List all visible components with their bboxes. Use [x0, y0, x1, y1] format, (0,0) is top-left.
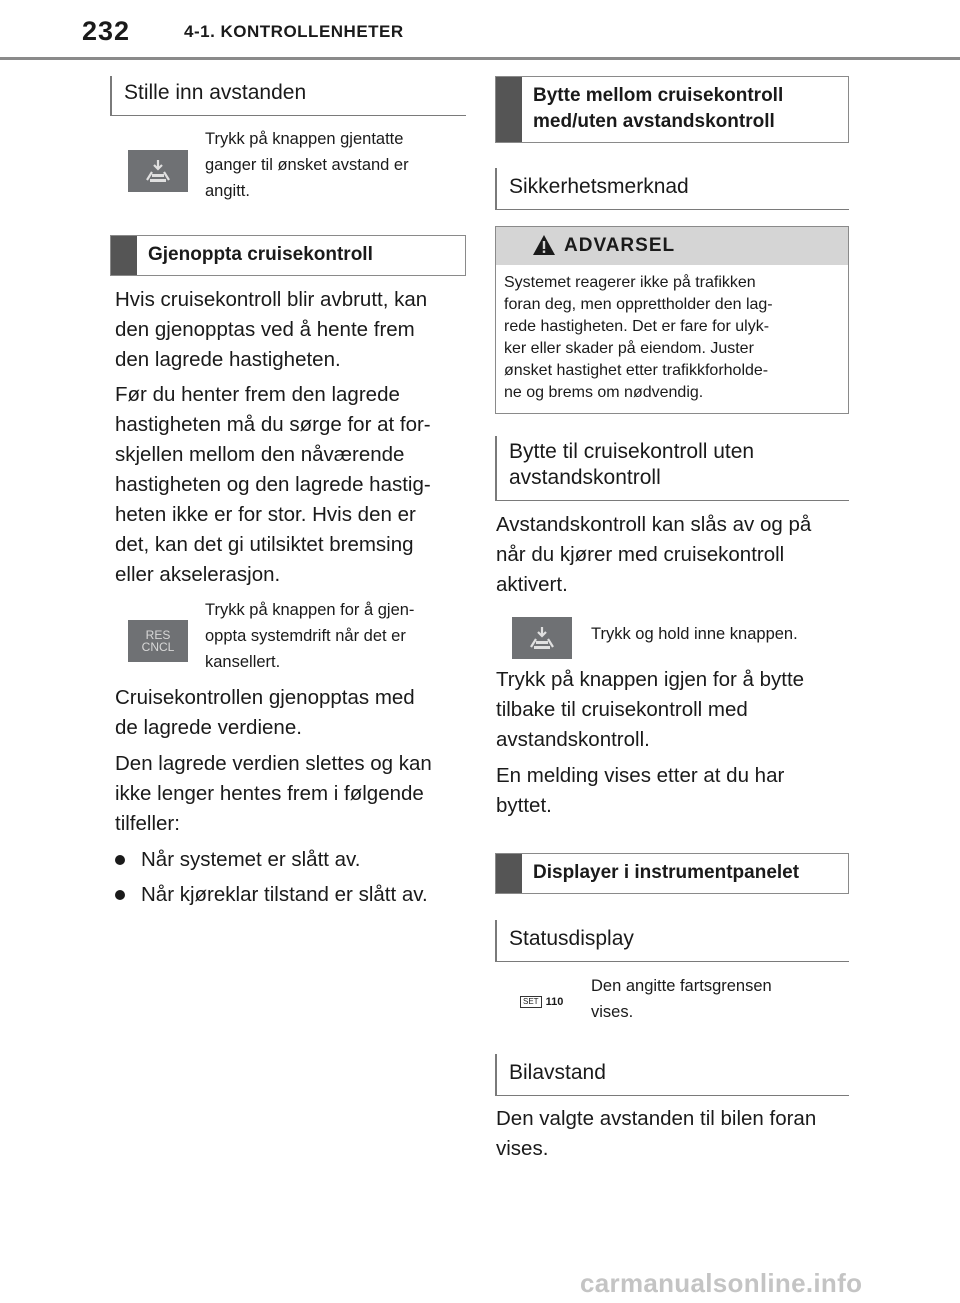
text-line: Avstandskontroll kan slås av og på [496, 513, 812, 536]
switch-para-2 [496, 665, 850, 755]
res-instruction [205, 597, 465, 675]
text-line: det, kan det gi utilsiktet bremsing [115, 533, 414, 556]
distance-para [496, 1104, 850, 1164]
list-item [115, 845, 465, 875]
resume-para-2 [115, 380, 465, 590]
text-line: Cruisekontrollen gjenopptas med [115, 686, 415, 709]
text-line: En melding vises etter at du har [496, 764, 785, 787]
text-line: Den valgte avstanden til bilen foran [496, 1107, 817, 1130]
set-instruction [591, 973, 851, 1025]
set-label: SET [520, 996, 542, 1008]
distance-button-icon [512, 617, 572, 659]
cncl-label: CNCL [141, 640, 175, 654]
heading-switch-without [495, 436, 849, 501]
heading-bar [496, 77, 522, 142]
bullet-text: Når kjøreklar tilstand er slått av. [141, 883, 428, 906]
resume-para-3 [115, 683, 465, 743]
text-line: Den angitte fartsgrensen [591, 977, 772, 995]
heading-safety-text: Sikkerhetsmerknad [509, 175, 689, 198]
text-line: Trykk på knappen igjen for å bytte [496, 668, 805, 691]
text-line: heten ikke er for stor. Hvis den er [115, 503, 416, 526]
text-line: aktivert. [496, 573, 568, 596]
resume-para-1 [115, 285, 465, 375]
heading-displays-text: Displayer i instrumentpanelet [533, 862, 800, 883]
text-line: Trykk på knappen for å gjen- [205, 601, 415, 619]
text-line: ganger til ønsket avstand er [205, 156, 409, 174]
text-line: hastigheten må du sørge for at for- [115, 413, 431, 436]
text-line: ikke lenger hentes frem i følgende [115, 782, 424, 805]
text-line: foran deg, men opprettholder den lag- [504, 296, 773, 313]
text-line: rede hastigheten. Det er fare for ulyk- [504, 318, 770, 335]
text-line: avstandskontroll [509, 466, 661, 489]
text-line: den gjenopptas ved å hente frem [115, 318, 415, 341]
warning-text [504, 272, 844, 404]
heading-status-display [495, 920, 849, 962]
bullet-dot [115, 855, 125, 865]
resume-para-4 [115, 749, 465, 839]
res-cncl-button-icon [128, 620, 188, 662]
bullet-dot [115, 890, 125, 900]
text-line: skjellen mellom den nåværende [115, 443, 405, 466]
text-line: tilfeller: [115, 812, 180, 835]
heading-resume-cruise [110, 235, 466, 276]
warning-header [496, 227, 848, 265]
heading-status-text: Statusdisplay [509, 927, 634, 950]
watermark: carmanualsonline.info [580, 1268, 863, 1298]
text-line: ker eller skader på eiendom. Juster [504, 340, 754, 357]
header-rule [0, 57, 960, 60]
distance-instruction [205, 126, 465, 204]
text-line: ne og brems om nødvendig. [504, 384, 704, 401]
warning-box [495, 226, 849, 414]
heading-switch-text [533, 83, 783, 135]
text-line: hastigheten og den lagrede hastig- [115, 473, 431, 496]
heading-bar [496, 854, 522, 893]
text-line: Systemet reagerer ikke på trafikken [504, 274, 756, 291]
text-line: oppta systemdrift når det er [205, 627, 406, 645]
res-label: RES [145, 628, 171, 642]
hold-instruction: Trykk og hold inne knappen. [591, 625, 798, 643]
set-value: 110 [545, 996, 564, 1008]
text-line: avstandskontroll. [496, 728, 650, 751]
warning-icon [532, 234, 556, 256]
text-line: Den lagrede verdien slettes og kan [115, 752, 432, 775]
warning-title: ADVARSEL [564, 235, 676, 256]
list-item [115, 880, 465, 910]
heading-switch-cruise [495, 76, 849, 143]
text-line: med/uten avstandskontroll [533, 111, 775, 132]
text-line: Bytte til cruisekontroll uten [509, 440, 755, 463]
text-line: eller akselerasjon. [115, 563, 281, 586]
heading-resume-text: Gjenoppta cruisekontroll [148, 244, 373, 265]
heading-bar [111, 236, 137, 275]
text-line: de lagrede verdiene. [115, 716, 302, 739]
chapter-title: 4-1. KONTROLLENHETER [184, 22, 404, 41]
text-line: den lagrede hastigheten. [115, 348, 341, 371]
text-line: kansellert. [205, 653, 281, 671]
heading-set-distance [110, 76, 466, 116]
page-header [0, 0, 960, 66]
switch-para-1 [496, 510, 850, 600]
distance-button-icon [128, 150, 188, 192]
page-number: 232 [82, 16, 131, 46]
bullet-text: Når systemet er slått av. [141, 848, 361, 871]
text-line: Før du henter frem den lagrede [115, 383, 400, 406]
heading-car-distance-text: Bilavstand [509, 1061, 606, 1084]
text-line: tilbake til cruisekontroll med [496, 698, 748, 721]
text-line: Hvis cruisekontroll blir avbrutt, kan [115, 288, 428, 311]
text-line: når du kjører med cruisekontroll [496, 543, 785, 566]
text-line: vises. [591, 1003, 634, 1021]
text-line: byttet. [496, 794, 552, 817]
text-line: vises. [496, 1137, 549, 1160]
heading-set-distance-text: Stille inn avstanden [124, 81, 307, 104]
text-line: Bytte mellom cruisekontroll [533, 85, 784, 106]
set-speed-display [520, 996, 563, 1008]
heading-car-distance [495, 1054, 849, 1096]
text-line: angitt. [205, 182, 250, 200]
heading-safety-note [495, 168, 849, 210]
text-line: Trykk på knappen gjentatte [205, 130, 404, 148]
switch-para-3 [496, 761, 850, 821]
text-line: ønsket hastighet etter trafikkforholde- [504, 362, 769, 379]
distance-icon [141, 158, 175, 184]
distance-icon [525, 625, 559, 651]
heading-displays [495, 853, 849, 894]
